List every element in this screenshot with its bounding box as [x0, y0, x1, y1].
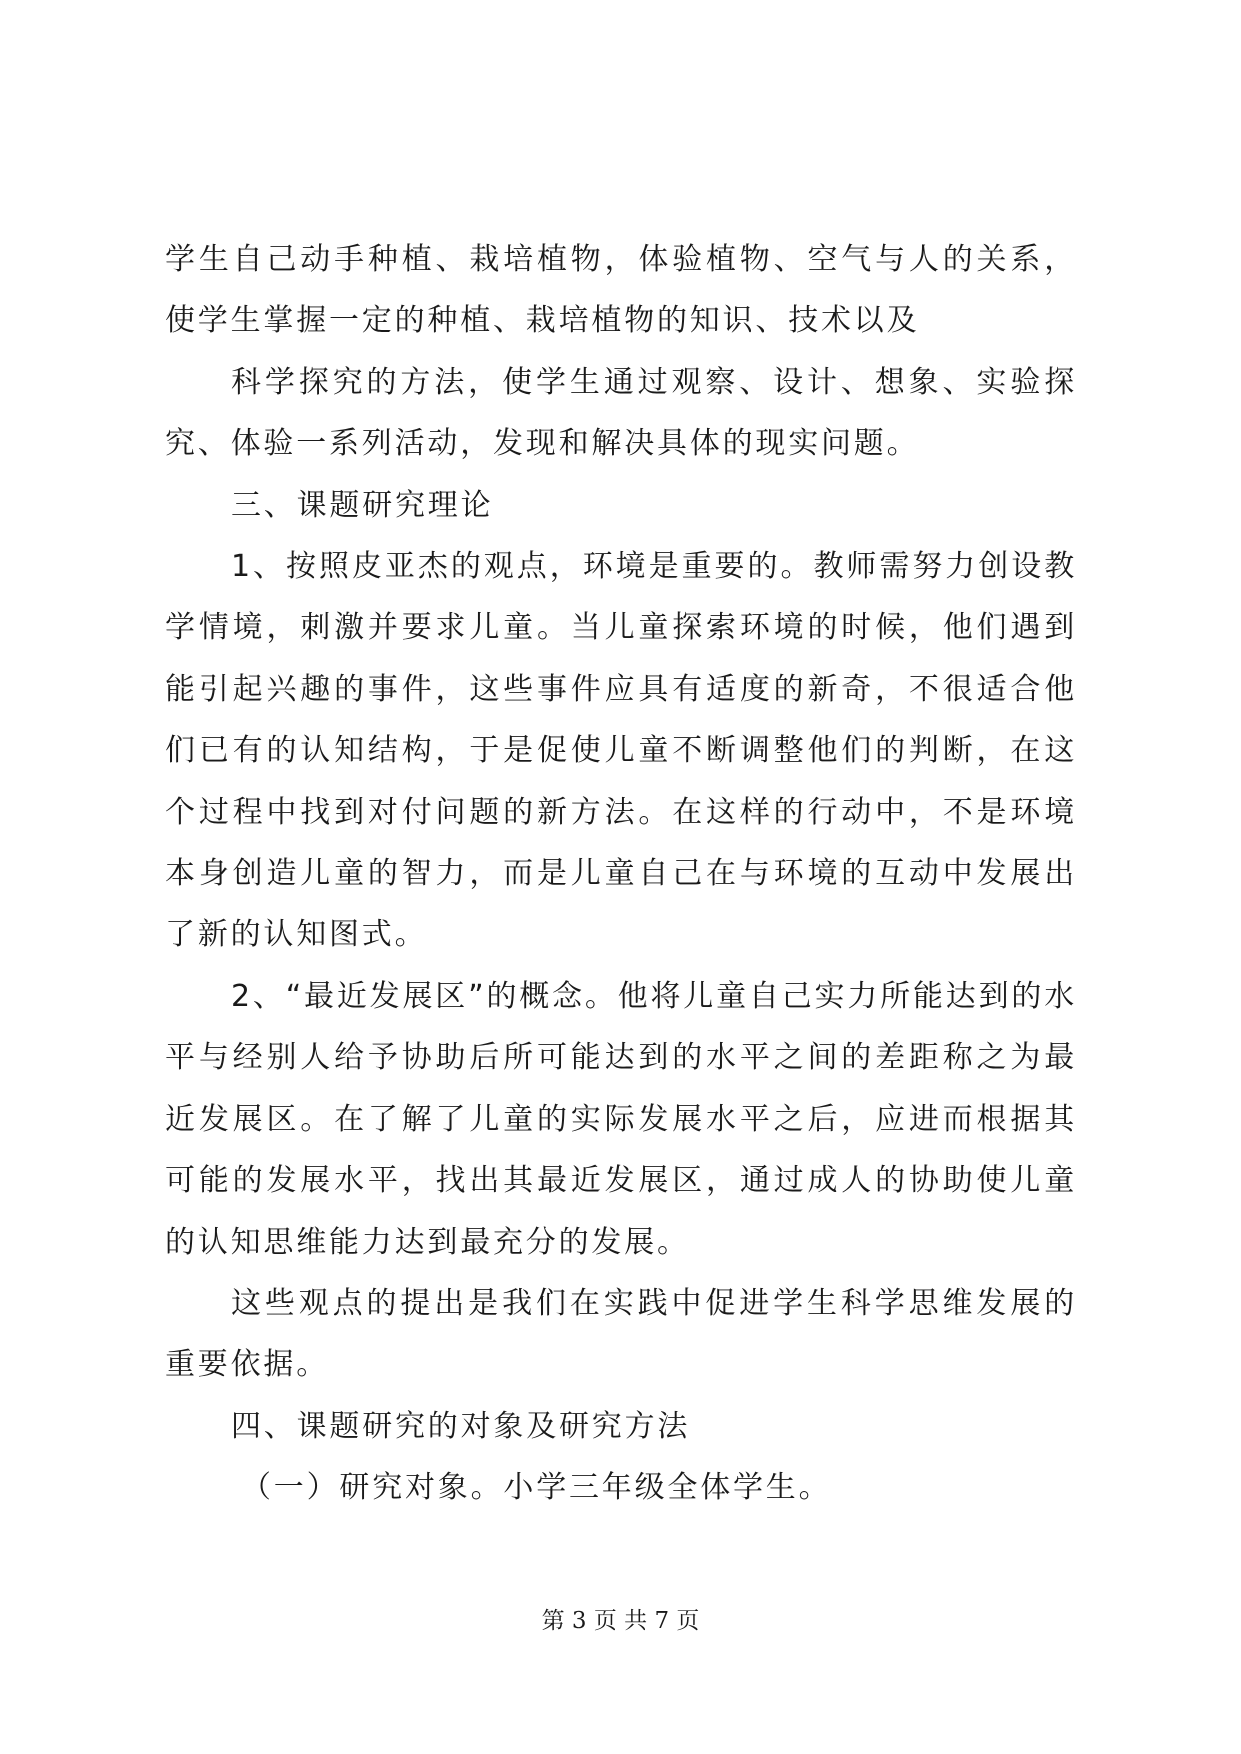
paragraph-piaget-theory: 1、按照皮亚杰的观点，环境是重要的。教师需努力创设教学情境，刺激并要求儿童。当儿童探索环境的时候，他们遇到能引起兴趣的事件，这些事件应具有适度的新奇，不很适合他们已有的认知结构，于是促使儿童不断调整他们的判断，在这个过程中找到对付问题的新方法。在这样的行动中，不是环境本身创造儿童的智力，而是儿童自己在与环境的互动中发展出了新的认知图式。: [165, 549, 1077, 953]
paragraph-scientific-method: 科学探究的方法，使学生通过观察、设计、想象、实验探究、体验一系列活动，发现和解决具体的现实问题。: [165, 364, 1077, 462]
paragraph-theory-conclusion: 这些观点的提出是我们在实践中促进学生科学思维发展的重要依据。: [165, 1285, 1077, 1383]
page-number-footer: 第 3 页 共 7 页: [541, 1608, 700, 1634]
paragraph-zone-proximal-development: 2、“最近发展区”的概念。他将儿童自己实力所能达到的水平与经别人给予协助后所可能达到的水平之间的差距称之为最近发展区。在了解了儿童的实际发展水平之后，应进而根据其可能的发展水平，找出其最近发展区，通过成人的协助使儿童的认知思维能力达到最充分的发展。: [165, 978, 1077, 1260]
paragraph-planting-intro: 学生自己动手种植、栽培植物，体验植物、空气与人的关系，使学生掌握一定的种植、栽培植物的知识、技术以及: [165, 242, 1077, 339]
paragraph-research-subjects: （一）研究对象。小学三年级全体学生。: [241, 1470, 832, 1506]
document-body: [165, 229, 1077, 1519]
section-heading-subjects-methods: 四、课题研究的对象及研究方法: [231, 1408, 691, 1444]
section-heading-theory: 三、课题研究理论: [231, 487, 494, 523]
